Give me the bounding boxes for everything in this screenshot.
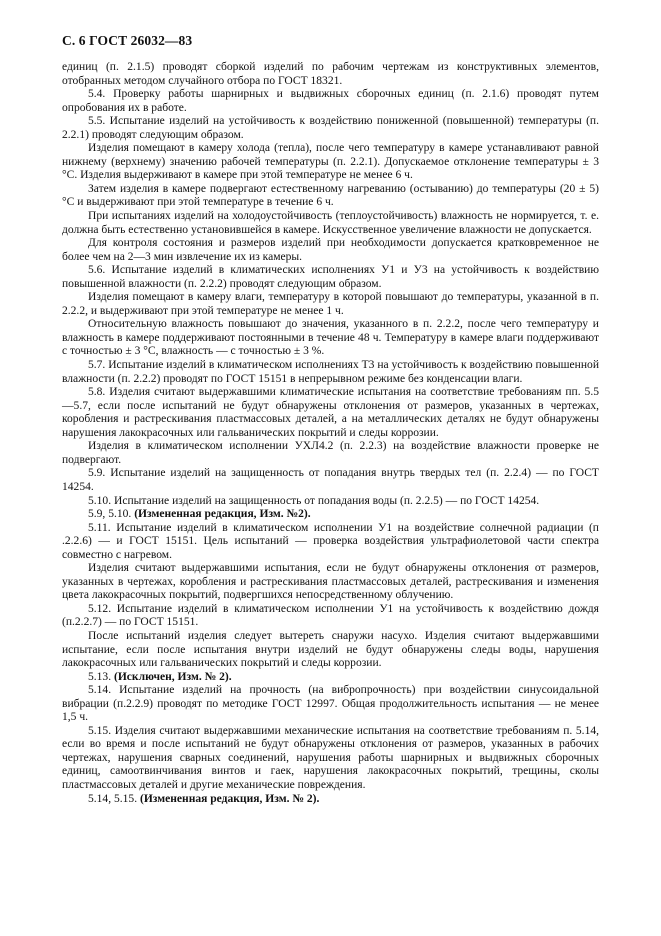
paragraph: [62, 522, 599, 563]
document-body: [62, 61, 599, 806]
paragraph: [62, 115, 599, 142]
paragraph: [62, 61, 599, 88]
paragraph-text: 5.10. Испытание изделий на защищенность от попадания воды (п. 2.2.5) — по ГОСТ 14254.: [88, 494, 540, 507]
paragraph-text: 5.12. Испытание изделий в климатическом исполнении У1 на устойчивость к воздействию дождя (п.2.2.7) — по ГОСТ 15151.: [62, 602, 599, 629]
paragraph-text: 5.15. Изделия считают выдержавшими механические испытания на соответствие требованиям п. 5.14, если во время и после испытаний не будут обнаружены отклонения от размеров, указанных в рабочих чертежах, нарушения сварных соединений, нарушения работы шарнирных и выдвижных сборочных единиц, самоотвинчивания винтов и гаек, нарушения лакокрасочных покрытий, трещины, сколы пластмассовых деталей и другие механические повреждения.: [62, 724, 599, 791]
paragraph: [62, 793, 599, 807]
paragraph: [62, 291, 599, 318]
paragraph-text: 5.11. Испытание изделий в климатическом исполнении У1 на воздействие солнечной радиации (п .2.2.6) — и ГОСТ 15151. Цель испытаний — проверка воздействия ультрафиолетовой части спектра совместно с нагревом.: [62, 521, 599, 561]
paragraph: [62, 264, 599, 291]
paragraph-text: Для контроля состояния и размеров изделий при необходимости допускается кратковременное не более чем на 2—3 мин извлечение их из камеры.: [62, 237, 599, 263]
paragraph-text: Изделия считают выдержавшими испытания, если не будут обнаружены отклонения от размеров, указанных в чертежах, коробления и растрескивания пластмассовых деталей, растрескивания и изменения цвета лакокрасочных покрытий, подвергшихся непосредственному облучению.: [62, 562, 599, 602]
paragraph: [62, 630, 599, 671]
paragraph-text: Затем изделия в камере подвергают естественному нагреванию (остыванию) до температуры (20 ± 5) °С и выдерживают при этой температуре в течение 6 ч.: [62, 182, 599, 209]
paragraph: [62, 318, 599, 359]
paragraph-text: 5.9. Испытание изделий на защищенность от попадания внутрь твердых тел (п. 2.2.4) — по ГОСТ 14254.: [62, 467, 599, 493]
amendment-note: (Измененная редакция, Изм. № 2).: [139, 792, 320, 805]
paragraph: [62, 603, 599, 630]
paragraph-text: Изделия помещают в камеру холода (тепла), после чего температуру в камере устанавливают равной нижнему (верхнему) значению рабочей температуры (п. 2.2.1). Допускаемое отклонение температуры ± 3 °С. Изделия выдерживают в камере при этой температуре не менее 6 ч.: [62, 142, 599, 182]
paragraph: [62, 386, 599, 440]
paragraph-text: После испытаний изделия следует вытереть снаружи насухо. Изделия считают выдержавшими испытание, если после испытания внутри изделий не будут обнаружены следы воды, нарушения лакокрасочных или гальванических покрытий и следы коррозии.: [62, 629, 599, 670]
paragraph-text: 5.9, 5.10.: [88, 508, 135, 521]
paragraph-text: Изделия в климатическом исполнении УХЛ4.2 (п. 2.2.3) на воздействие влажности проверке не подвергают.: [62, 440, 599, 466]
paragraph-text: единиц (п. 2.1.5) проводят сборкой изделий по рабочим чертежам из конструктивных элементов, отобранных методом случайного отбора по ГОСТ 18321.: [62, 61, 599, 87]
paragraph-text: 5.6. Испытание изделий в климатических исполнениях У1 и У3 на устойчивость к воздействию повышенной влажности (п. 2.2.2) проводят следующим образом.: [62, 264, 599, 290]
paragraph-text: 5.14, 5.15.: [88, 792, 140, 805]
page-header: С. 6 ГОСТ 26032—83: [62, 33, 193, 48]
paragraph: [62, 142, 599, 183]
paragraph-text: 5.5. Испытание изделий на устойчивость к воздействию пониженной (повышенной) температуры (п. 2.2.1) проводят следующим образом.: [62, 115, 599, 141]
paragraph: [62, 359, 599, 386]
paragraph: [62, 183, 599, 210]
paragraph: [62, 725, 599, 793]
paragraph: [62, 467, 599, 494]
paragraph: [62, 508, 599, 522]
paragraph: [62, 440, 599, 467]
paragraph: [62, 671, 599, 685]
paragraph-text: 5.14. Испытание изделий на прочность (на вибропрочность) при воздействии синусоидальной вибрации (п.2.2.9) проводят по методике ГОСТ 12997. Общая продолжительность испытания — не менее 1,5 ч.: [62, 684, 599, 724]
paragraph: [62, 684, 599, 725]
amendment-note: (Измененная редакция, Изм. №2).: [134, 508, 311, 521]
paragraph-text: Относительную влажность повышают до значения, указанного в п. 2.2.2, после чего температуру и влажность в камере поддерживают постоянными в течение 48 ч. Температуру в камере влаги поддерживают с точностью ± 3 °С, влажность — с точностью ± 3 %.: [62, 318, 599, 358]
paragraph-text: 5.13.: [88, 670, 114, 683]
paragraph-text: Изделия помещают в камеру влаги, температуру в которой повышают до температуры, указанной в п. 2.2.2, и выдерживают при этой температуре не менее 1 ч.: [62, 291, 599, 317]
paragraph: [62, 210, 599, 237]
paragraph: [62, 495, 599, 509]
paragraph-text: 5.7. Испытание изделий в климатическом исполнениях Т3 на устойчивость к воздействию повышенной влажности (п. 2.2.2) проводят по ГОСТ 15151 в непрерывном режиме без конденсации влаги.: [62, 359, 599, 385]
paragraph-text: 5.4. Проверку работы шарнирных и выдвижных сборочных единиц (п. 2.1.6) проводят путем опробования их в работе.: [62, 88, 599, 114]
paragraph: [62, 88, 599, 115]
paragraph: [62, 237, 599, 264]
amendment-note: (Исключен, Изм. № 2).: [113, 670, 232, 683]
paragraph-text: 5.8. Изделия считают выдержавшими климатические испытания на соответствие требованиям пп. 5.5—5.7, если после испытаний не будут обнаружены отклонения от размеров, указанных в чертежах, коробления и растрескивания пластмассовых деталей, а на металлических деталях не будут обнаружены нарушения лакокрасочных или гальванических покрытий и следы коррозии.: [62, 386, 599, 439]
paragraph-text: При испытаниях изделий на холодоустойчивость (теплоустойчивость) влажность не нормируется, т. е. должна быть естественно установившейся в камере. Искусственное увеличение влажности не допускается.: [62, 210, 599, 236]
paragraph: [62, 562, 599, 603]
